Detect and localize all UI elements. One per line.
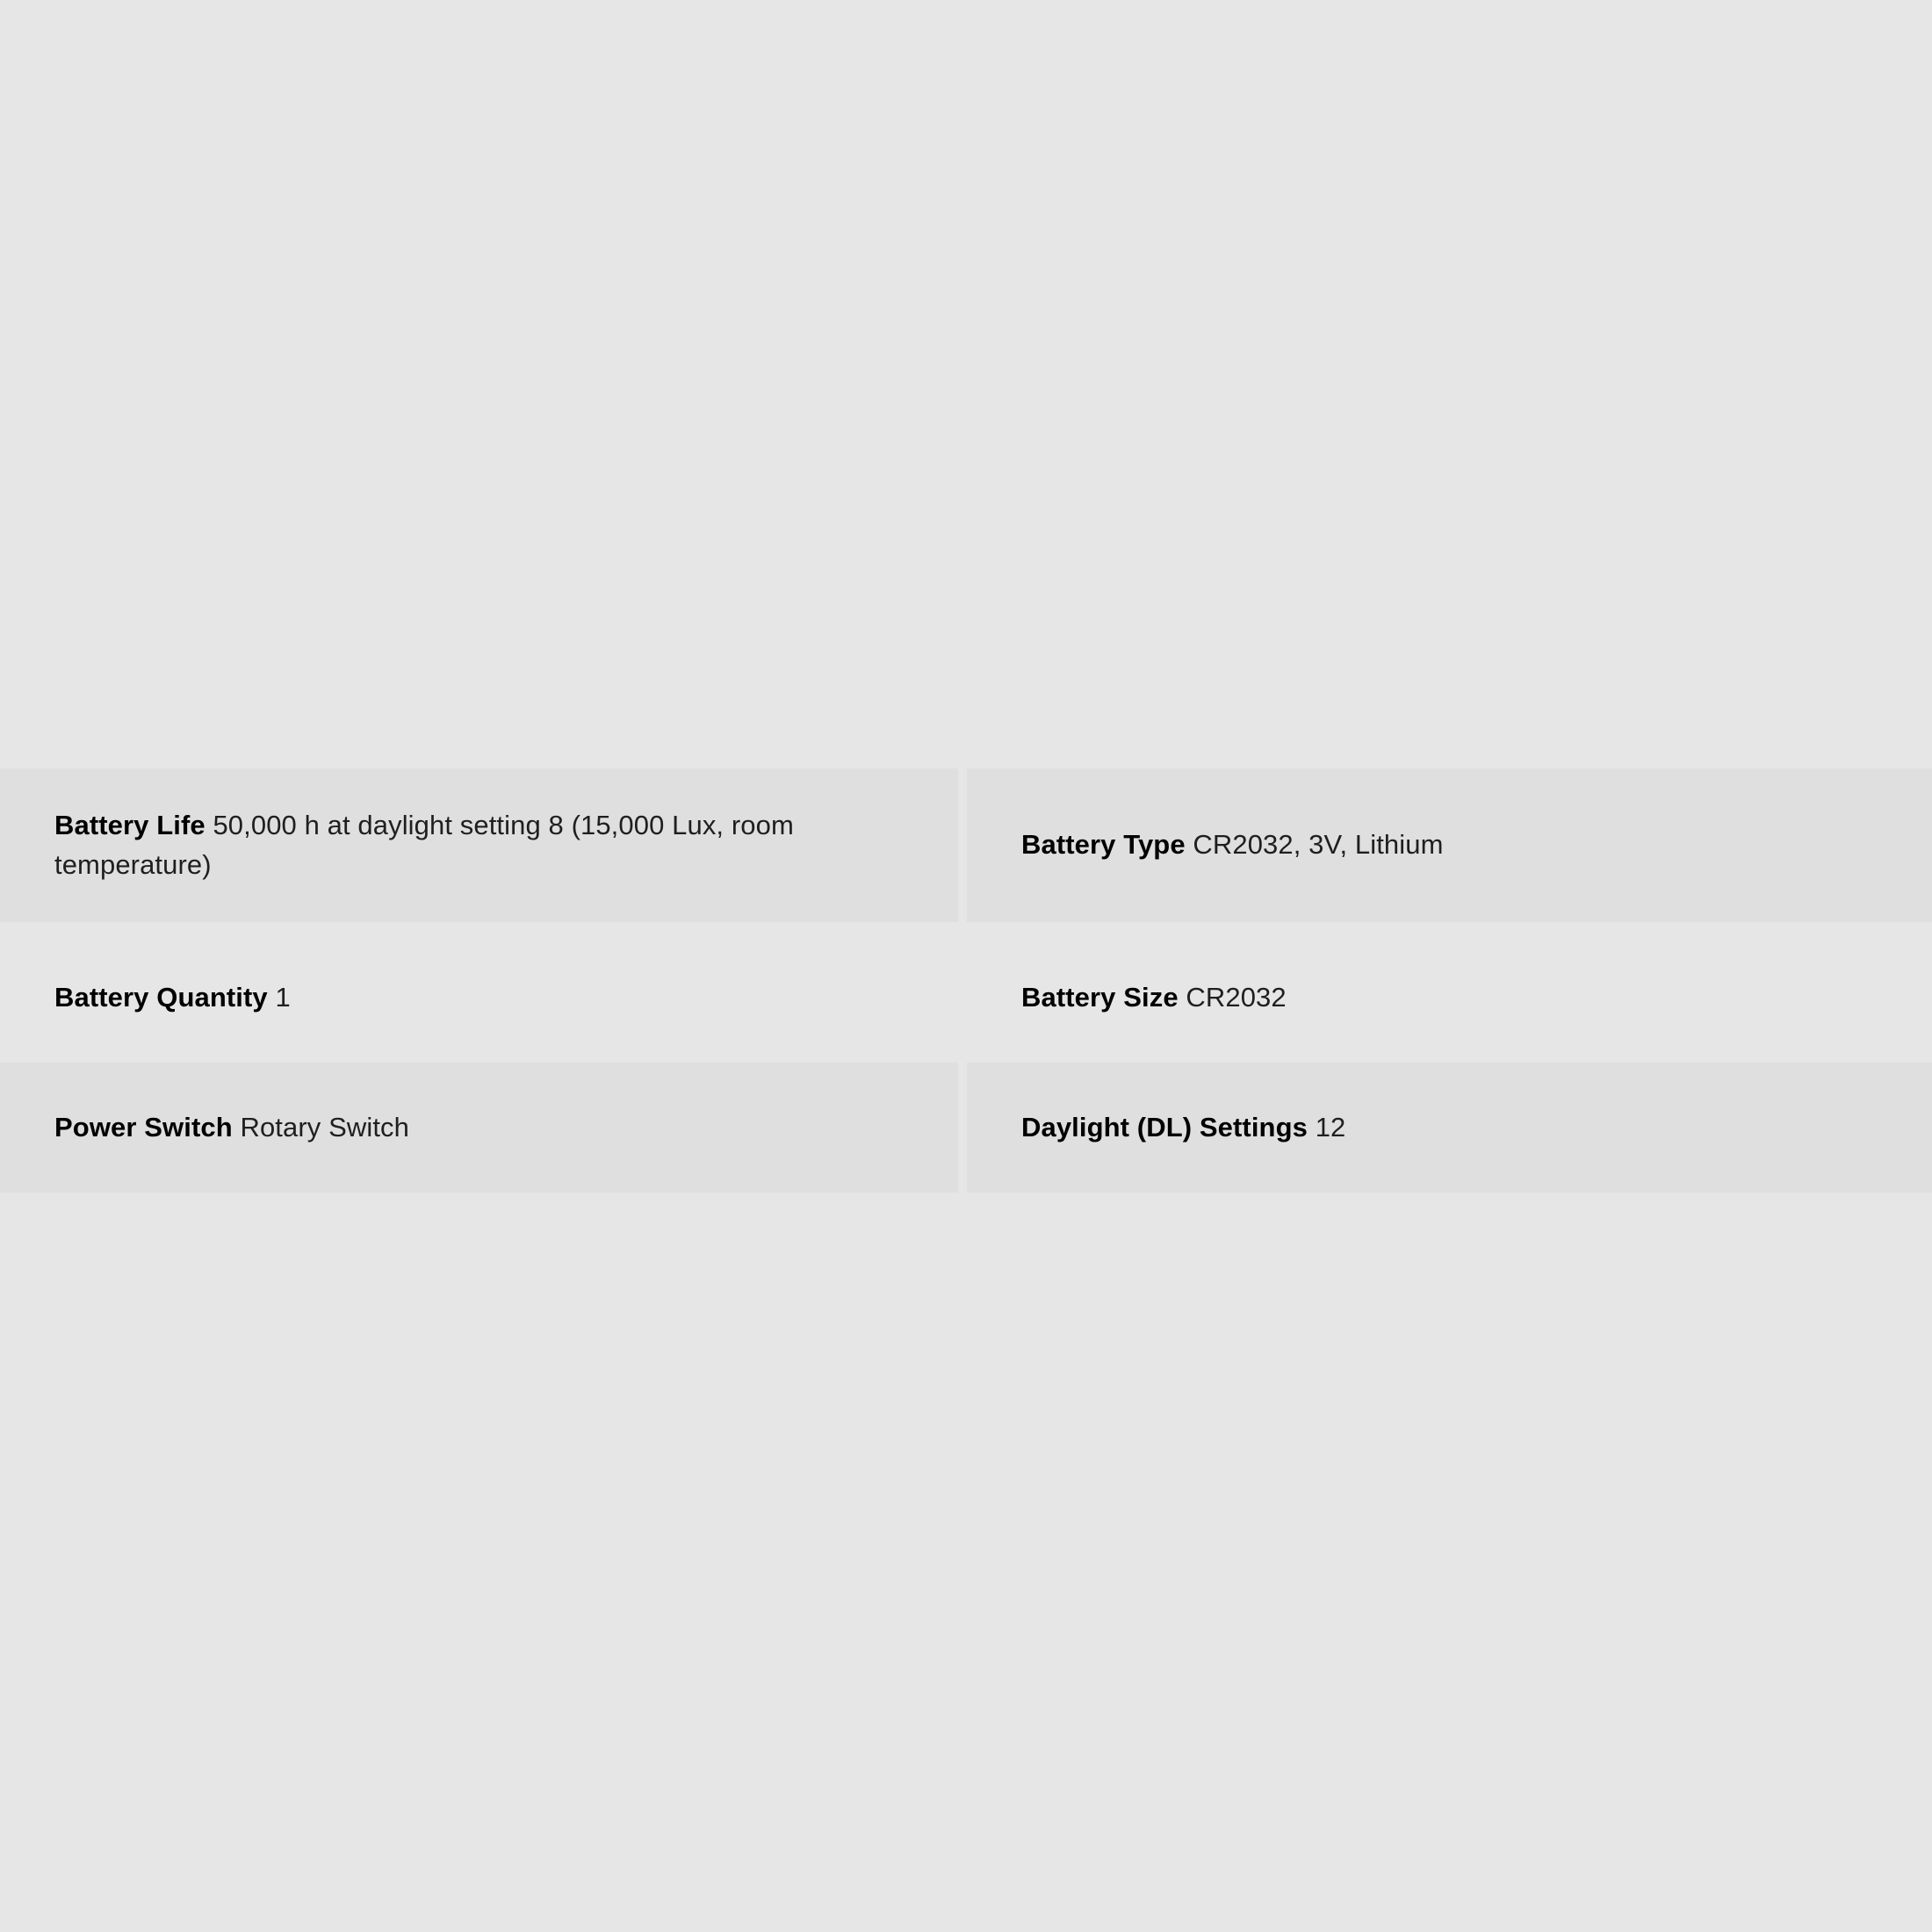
spec-label: Battery Type bbox=[1021, 829, 1186, 861]
spec-label: Power Switch bbox=[54, 1111, 233, 1143]
spec-cell-power-switch bbox=[0, 1063, 967, 1193]
table-row bbox=[0, 933, 1932, 1063]
spec-label: Daylight (DL) Settings bbox=[1021, 1111, 1308, 1143]
spec-value: 12 bbox=[1315, 1111, 1346, 1143]
spec-label: Battery Size bbox=[1021, 981, 1179, 1013]
table-row bbox=[0, 1063, 1932, 1193]
row-separator bbox=[0, 922, 1932, 933]
spec-label: Battery Quantity bbox=[54, 981, 268, 1013]
spec-value: CR2032 bbox=[1186, 981, 1287, 1013]
spec-cell-daylight-settings bbox=[967, 1063, 1932, 1193]
specifications-table bbox=[0, 768, 1932, 1193]
spec-cell-battery-type bbox=[967, 768, 1932, 922]
spec-value: 50,000 h at daylight setting 8 (15,000 Lux, room temperature) bbox=[54, 810, 794, 880]
spec-label: Battery Life bbox=[54, 810, 205, 841]
spec-value: 1 bbox=[275, 981, 291, 1013]
spec-cell-battery-life bbox=[0, 768, 967, 922]
spec-value: CR2032, 3V, Lithium bbox=[1193, 829, 1444, 861]
spec-cell-battery-quantity bbox=[0, 933, 967, 1063]
spec-value: Rotary Switch bbox=[240, 1111, 409, 1143]
spec-cell-battery-size bbox=[967, 933, 1932, 1063]
table-row bbox=[0, 768, 1932, 922]
